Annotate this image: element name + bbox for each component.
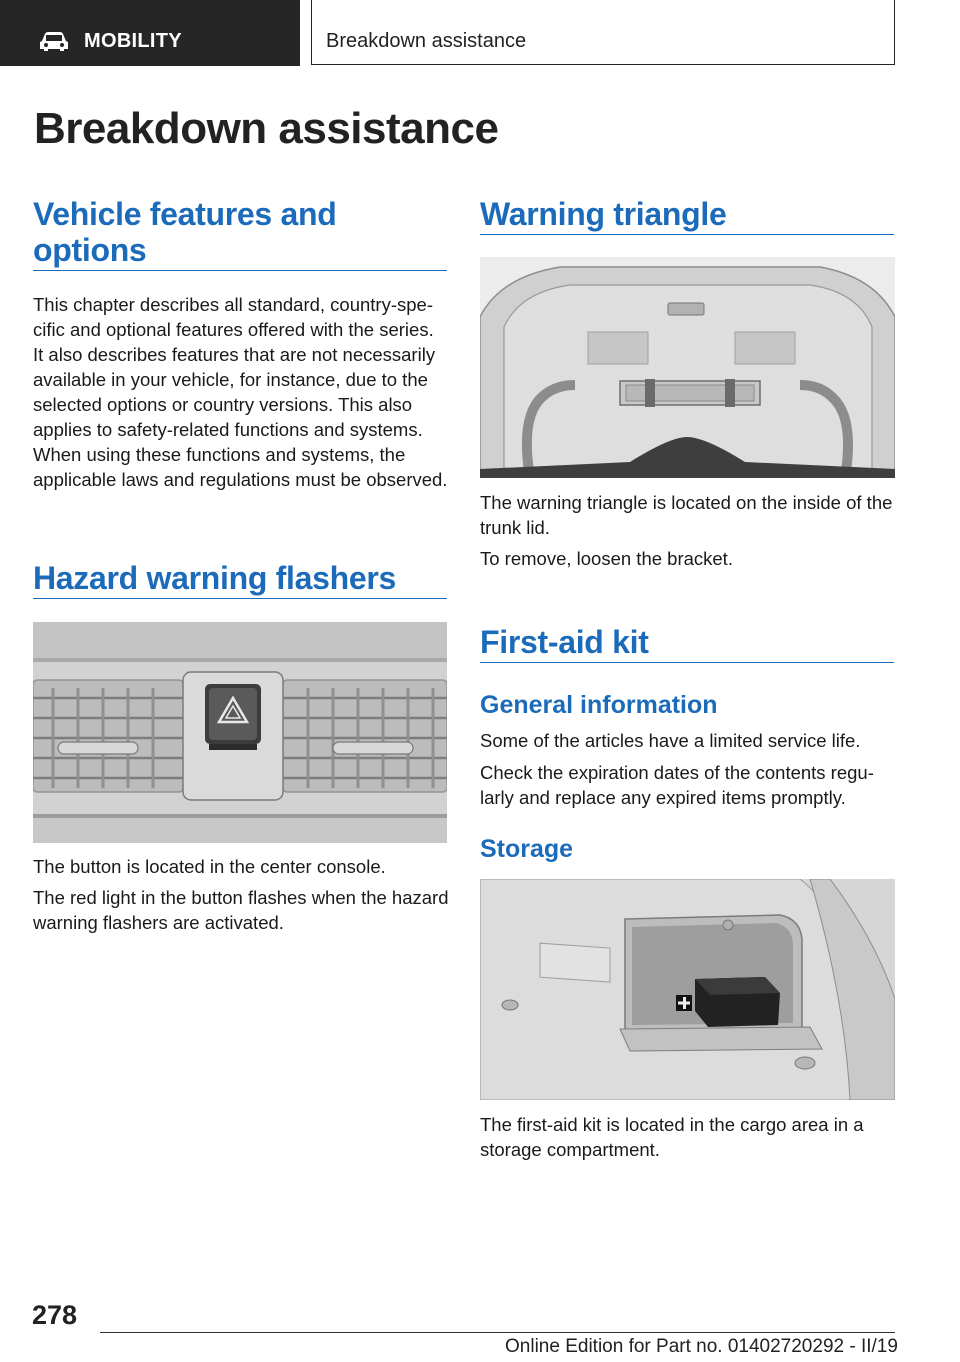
page-number: 278 (32, 1300, 78, 1330)
storage-p1: The first-aid kit is located in the cargo area in a storage compartment. (480, 1114, 864, 1160)
heading-general-information: General information (480, 691, 718, 719)
header-chapter-box[interactable] (311, 0, 895, 65)
heading-vehicle-features: Vehicle features and options (33, 196, 337, 268)
divider (33, 598, 447, 599)
divider (33, 270, 447, 271)
car-icon (38, 30, 70, 57)
warning-triangle-p2: To remove, loosen the bracket. (480, 548, 733, 569)
first-aid-p2: Check the expiration dates of the contents regularly and replace any expired items promptly. (480, 762, 874, 808)
footer-divider (100, 1332, 895, 1333)
heading-storage: Storage (480, 835, 574, 863)
hazard-button-illustration (33, 622, 447, 843)
heading-warning-triangle: Warning triangle (480, 196, 727, 232)
header-section-tab[interactable] (0, 0, 300, 66)
page-title: Breakdown assistance (34, 104, 499, 153)
divider (480, 662, 894, 663)
first-aid-p1: Some of the articles have a limited service life. (480, 730, 861, 751)
warning-triangle-p1: The warning triangle is located on the inside of the trunk lid. (480, 492, 893, 538)
section-label: MOBILITY (84, 30, 182, 52)
chapter-label: Breakdown assistance (326, 30, 527, 52)
hazard-p1: The button is located in the center console. (33, 856, 386, 877)
hazard-p2: The red light in the button flashes when the hazard warning flashers are activated. (33, 887, 449, 933)
first-aid-storage-illustration (480, 879, 895, 1100)
vehicle-features-body: This chapter describes all standard, country-specific and optional features offered with the series. It also describes features that are not necessarily available in your vehicle, for instance, due to the selected options or country versions. This also applies to safety-related functions and systems. When using these functions and systems, the applicable laws and regulations must be observed. (33, 294, 448, 490)
heading-first-aid-kit: First-aid kit (480, 624, 649, 660)
divider (480, 234, 894, 235)
heading-hazard-warning-flashers: Hazard warning flashers (33, 560, 396, 596)
warning-triangle-illustration (480, 257, 895, 478)
edition-note: Online Edition for Part no. 01402720292 - II/19 (505, 1336, 898, 1357)
